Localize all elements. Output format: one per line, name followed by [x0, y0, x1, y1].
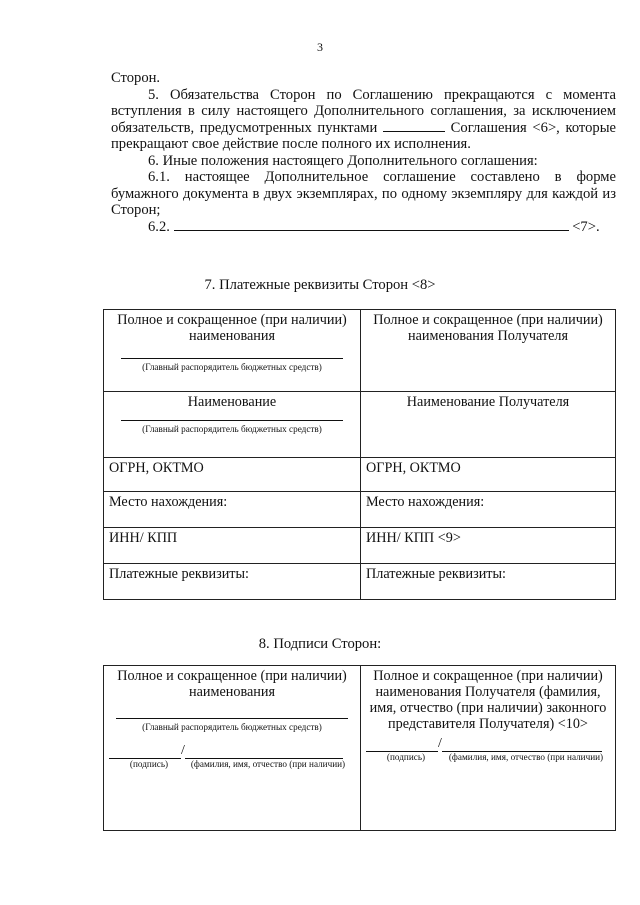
signature-blank	[366, 740, 438, 752]
table-cell: ОГРН, ОКТМО	[361, 458, 616, 492]
points-blank-line	[383, 120, 445, 132]
blank-line	[121, 358, 343, 359]
paragraph-6-1: 6.1. настоящее Дополнительное соглашение составлено в форме бумажного документа в двух экземплярах, по одному экземпляру для каждой из Сторон;	[111, 169, 616, 218]
name-caption: (фамилия, имя, отчество (при наличии)	[448, 752, 604, 762]
cell-heading: Полное и сокращенное (при наличии) наименования Получателя (фамилия, имя, отчество (при наличии) законного представителя Получателя) <10>	[369, 668, 607, 732]
name-blank	[185, 747, 343, 759]
paragraph-6-2	[111, 219, 616, 236]
page-number: 3	[317, 40, 323, 54]
table-row	[104, 392, 616, 458]
paragraph-6-2-blank-line	[174, 219, 569, 231]
table-cell	[104, 310, 361, 392]
table-row	[104, 458, 616, 492]
cell-caption: (Главный распорядитель бюджетных средств)	[142, 362, 322, 372]
paragraph-6-2-label: 6.2.	[148, 218, 170, 235]
table-cell: ОГРН, ОКТМО	[104, 458, 361, 492]
signature-cell-right	[361, 666, 616, 831]
table-row	[104, 666, 616, 831]
paragraph-5-tail: Соглашения <6>, которые прекращают свое действие после полного их исполнения.	[111, 119, 616, 152]
signature-cell-left	[104, 666, 361, 831]
signature-slash: /	[181, 743, 185, 758]
table-cell: Платежные реквизиты:	[104, 564, 361, 600]
table-cell: Место нахождения:	[361, 492, 616, 528]
section-8-title: 8. Подписи Сторон:	[258, 636, 382, 652]
paragraph-6: 6. Иные положения настоящего Дополнительного соглашения:	[148, 152, 538, 169]
cell-heading: Полное и сокращенное (при наличии) наименования	[117, 668, 347, 700]
name-blank	[442, 740, 602, 752]
agreement-text	[111, 70, 616, 235]
signature-blank	[109, 747, 181, 759]
table-cell: Наименование Получателя	[361, 392, 616, 458]
signature-caption: (подпись)	[129, 759, 169, 769]
signature-line	[366, 736, 610, 752]
signature-line	[109, 743, 355, 759]
table-cell	[104, 392, 361, 458]
cell-caption: (Главный распорядитель бюджетных средств)	[142, 424, 322, 434]
cell-caption: (Главный распорядитель бюджетных средств)	[142, 722, 322, 732]
paragraph-sides: Сторон.	[111, 70, 161, 86]
table-row	[104, 310, 616, 392]
table-cell: Место нахождения:	[104, 492, 361, 528]
blank-line	[116, 718, 348, 719]
payment-details-table	[103, 309, 616, 600]
cell-heading: Наименование	[187, 394, 277, 410]
table-cell: Полное и сокращенное (при наличии) наименования Получателя	[361, 310, 616, 392]
signature-captions	[109, 759, 355, 770]
signature-caption: (подпись)	[386, 752, 426, 762]
signature-captions	[366, 752, 610, 763]
paragraph-5	[111, 87, 616, 153]
paragraph-5-text: 5. Обязательства Сторон по Соглашению прекращаются с момента вступления в силу настоящего Дополнительного соглашения, за исключением обязательств, предусмотренных пунктами	[111, 86, 616, 136]
signature-slash: /	[438, 736, 442, 751]
cell-heading: Полное и сокращенное (при наличии) наименования	[117, 312, 347, 344]
table-cell: ИНН/ КПП	[104, 528, 361, 564]
signatures-table	[103, 665, 616, 831]
blank-line	[121, 420, 343, 421]
name-caption: (фамилия, имя, отчество (при наличии)	[190, 759, 346, 769]
table-row	[104, 528, 616, 564]
table-row	[104, 564, 616, 600]
table-cell: ИНН/ КПП <9>	[361, 528, 616, 564]
section-7-title: 7. Платежные реквизиты Сторон <8>	[204, 277, 436, 293]
footnote-ref-7: <7>.	[572, 218, 600, 235]
table-row	[104, 492, 616, 528]
table-cell: Платежные реквизиты:	[361, 564, 616, 600]
